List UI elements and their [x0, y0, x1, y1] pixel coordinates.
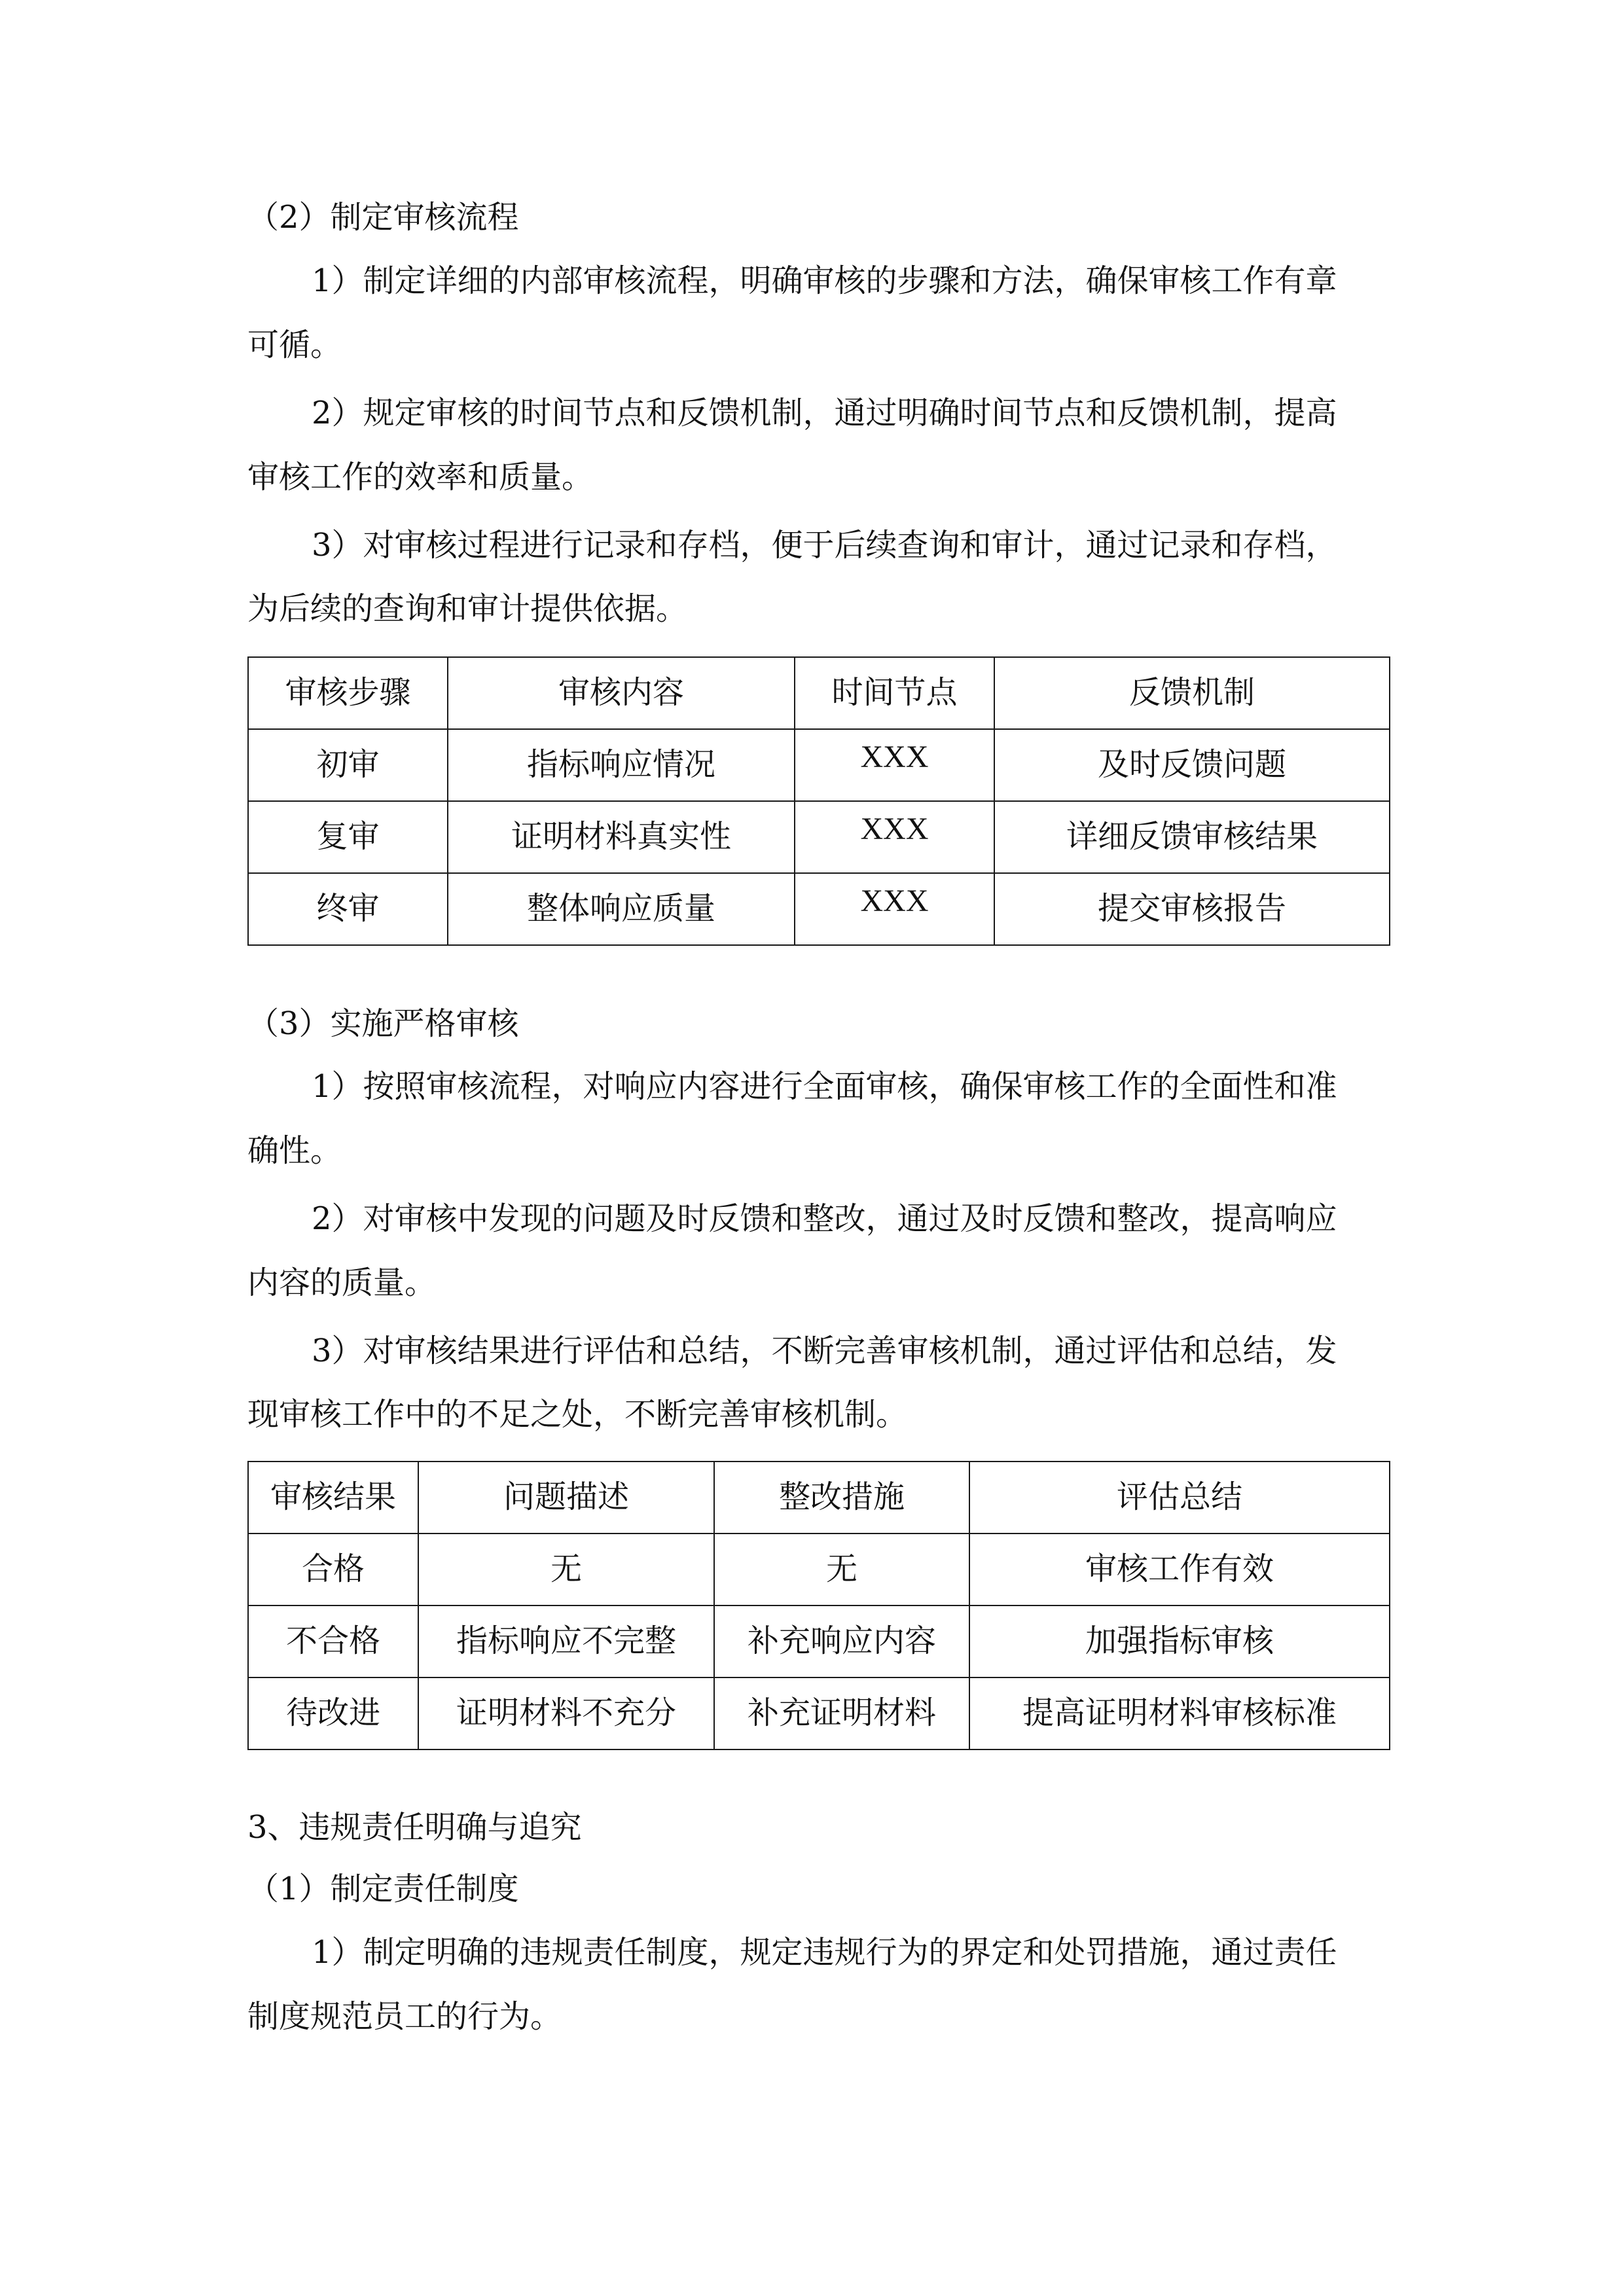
paragraph-line: 1）制定详细的内部审核流程，明确审核的步骤和方法，确保审核工作有章: [312, 262, 1337, 299]
table-cell: 不合格: [248, 1605, 418, 1677]
table-header-cell: 问题描述: [418, 1462, 714, 1534]
paragraph-line: 2）规定审核的时间节点和反馈机制，通过明确时间节点和反馈机制，提高: [312, 395, 1337, 431]
table-row: [248, 1605, 1390, 1677]
table-cell: 加强指标审核: [969, 1605, 1390, 1677]
table-cell: 待改进: [248, 1677, 418, 1749]
table-header-cell: 评估总结: [969, 1462, 1390, 1534]
section-heading: （2）制定审核流程: [247, 199, 519, 236]
table-cell: 证明材料不充分: [418, 1677, 714, 1749]
paragraph-line: 制度规范员工的行为。: [247, 1998, 562, 2035]
table-row: [248, 1534, 1390, 1605]
paragraph-line: 1）按照审核流程，对响应内容进行全面审核，确保审核工作的全面性和准: [312, 1068, 1337, 1105]
audit-process-table: [247, 656, 1390, 946]
table-cell: 指标响应情况: [448, 729, 795, 801]
table-header-cell: 审核结果: [248, 1462, 418, 1534]
table-header-row: [248, 657, 1390, 729]
table-cell: 提交审核报告: [994, 873, 1390, 945]
paragraph-line: 审核工作的效率和质量。: [247, 459, 594, 495]
table-cell: 无: [714, 1534, 969, 1605]
table-cell: 复审: [248, 801, 448, 873]
paragraph-line: 3）对审核结果进行评估和总结，不断完善审核机制，通过评估和总结，发: [312, 1333, 1337, 1369]
table-header-cell: 整改措施: [714, 1462, 969, 1534]
table-row: [248, 1677, 1390, 1749]
paragraph-line: 内容的质量。: [247, 1265, 437, 1301]
paragraph-line: 可循。: [247, 327, 342, 363]
table-cell: 终审: [248, 873, 448, 945]
table-cell: XXX: [795, 801, 994, 873]
paragraph-line: 现审核工作中的不足之处，不断完善审核机制。: [247, 1396, 908, 1433]
table-row: [248, 801, 1390, 873]
table-cell: 证明材料真实性: [448, 801, 795, 873]
table-cell: 指标响应不完整: [418, 1605, 714, 1677]
table-cell: 无: [418, 1534, 714, 1605]
table-header-cell: 反馈机制: [994, 657, 1390, 729]
table-header-row: [248, 1462, 1390, 1534]
table-cell: 合格: [248, 1534, 418, 1605]
section-heading: （3）实施严格审核: [247, 1005, 519, 1042]
table-row: [248, 729, 1390, 801]
table-cell: 及时反馈问题: [994, 729, 1390, 801]
table-cell: 审核工作有效: [969, 1534, 1390, 1605]
paragraph-line: 2）对审核中发现的问题及时反馈和整改，通过及时反馈和整改，提高响应: [312, 1200, 1337, 1237]
paragraph-line: 1）制定明确的违规责任制度，规定违规行为的界定和处罚措施，通过责任: [312, 1934, 1337, 1971]
paragraph-line: 确性。: [247, 1132, 342, 1169]
table-cell: 初审: [248, 729, 448, 801]
table-cell: 补充响应内容: [714, 1605, 969, 1677]
table-cell: XXX: [795, 873, 994, 945]
audit-result-table: [247, 1461, 1390, 1750]
table-cell: 提高证明材料审核标准: [969, 1677, 1390, 1749]
table-cell: 整体响应质量: [448, 873, 795, 945]
paragraph-line: 3）对审核过程进行记录和存档，便于后续查询和审计，通过记录和存档，: [312, 527, 1337, 564]
paragraph-line: 为后续的查询和审计提供依据。: [247, 590, 688, 627]
table-cell: 补充证明材料: [714, 1677, 969, 1749]
table-row: [248, 873, 1390, 945]
table-header-cell: 审核步骤: [248, 657, 448, 729]
table-header-cell: 审核内容: [448, 657, 795, 729]
table-cell: 详细反馈审核结果: [994, 801, 1390, 873]
table-header-cell: 时间节点: [795, 657, 994, 729]
subsection-heading: （1）制定责任制度: [247, 1871, 519, 1907]
table-cell: XXX: [795, 729, 994, 801]
section-heading: 3、违规责任明确与追究: [247, 1809, 582, 1846]
